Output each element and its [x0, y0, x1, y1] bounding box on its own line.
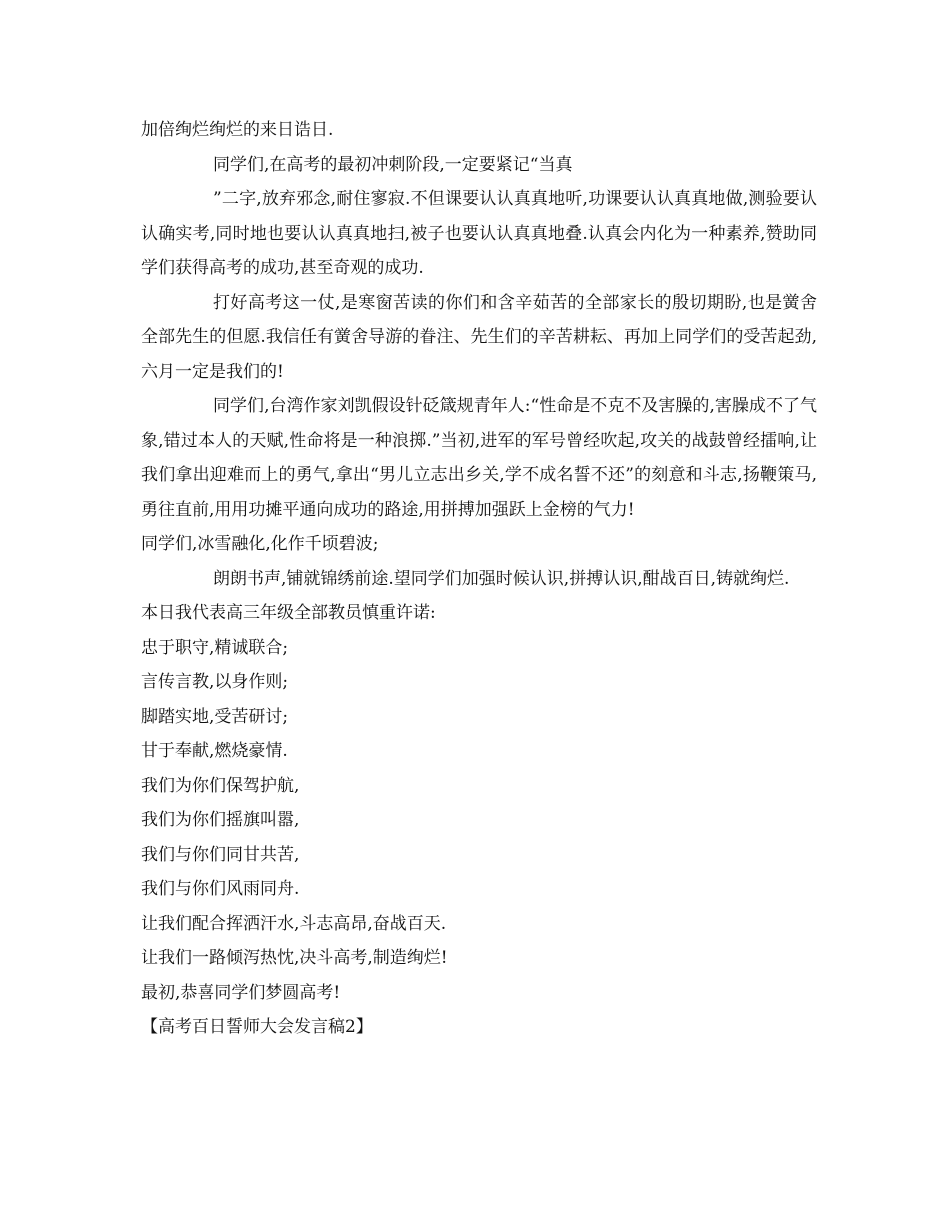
section-heading-speech-2: 【高考百日誓师大会发言稿2】 [141, 1017, 373, 1037]
paragraph-teacher-pledge: 本日我代表高三年级全部教员慎重许诺: [141, 603, 436, 623]
paragraph-reading-voices: 朗朗书声,铺就锦绣前途.望同学们加强时候认识,拼搏认识,酣战百日,铸就绚烂. [213, 568, 790, 589]
support-line-4: 我们与你们风雨同舟. [141, 879, 300, 899]
paragraph-courage: 同学们,台湾作家刘凯假设针砭箴规青年人:“性命是不克不及害臊的,害臊成不了气象,错过本人的天赋,性命将是一种浪掷.”当初,进军的军号曾经吹起,攻关的战鼓曾经擂响,让我们拿出迎难而上的勇气,拿出“男儿立志出乡关,学不成名誓不还”的刻意和斗志,扬鞭策马,勇往直前,用用功摊平通向成功的路途,用拼搏加强跃上金榜的气力! [141, 396, 817, 520]
closing-line-3: 最初,恭喜同学们梦圆高考! [141, 982, 341, 1003]
support-line-3: 我们与你们同甘共苦, [141, 844, 300, 865]
paragraph-continuation: 加倍绚烂绚烂的来日诰日. [141, 120, 334, 140]
paragraph-seriousness: ”二字,放弃邪念,耐住寥寂.不但课要认认真真地听,功课要认认真真地做,测验要认认确实考,同时地也要认认真真地扫,被子也要认认真真地叠.认真会内化为一种素养,赞助同学们获得高考的成功,甚至奇观的成功. [141, 189, 817, 278]
pledge-line-4: 甘于奉献,燃烧豪情. [141, 741, 288, 761]
pledge-line-3: 脚踏实地,受苦研讨; [141, 706, 289, 727]
closing-line-1: 让我们配合挥洒汗水,斗志高昂,奋战百天. [141, 913, 447, 934]
pledge-line-1: 忠于职守,精诚联合; [141, 637, 289, 658]
closing-line-2: 让我们一路倾泻热忱,决斗高考,制造绚烂! [141, 948, 448, 968]
support-line-1: 我们为你们保驾护航, [141, 775, 300, 796]
paragraph-expectation: 打好高考这一仗,是寒窗苦读的你们和含辛茹苦的全部家长的殷切期盼,也是黉舍全部先生的但愿.我信任有黉舍导游的眷注、先生们的辛苦耕耘、再加上同学们的受苦起劲,六月一定是我们的! [141, 292, 817, 382]
paragraph-seriousness-intro: 同学们,在高考的最初冲刺阶段,一定要紧记“当真 [213, 154, 573, 175]
paragraph-ice-melting: 同学们,冰雪融化,化作千顷碧波; [141, 534, 379, 554]
pledge-line-2: 言传言教,以身作则; [141, 672, 289, 692]
document-body [141, 113, 817, 1045]
support-line-2: 我们为你们摇旗叫嚣, [141, 810, 300, 830]
